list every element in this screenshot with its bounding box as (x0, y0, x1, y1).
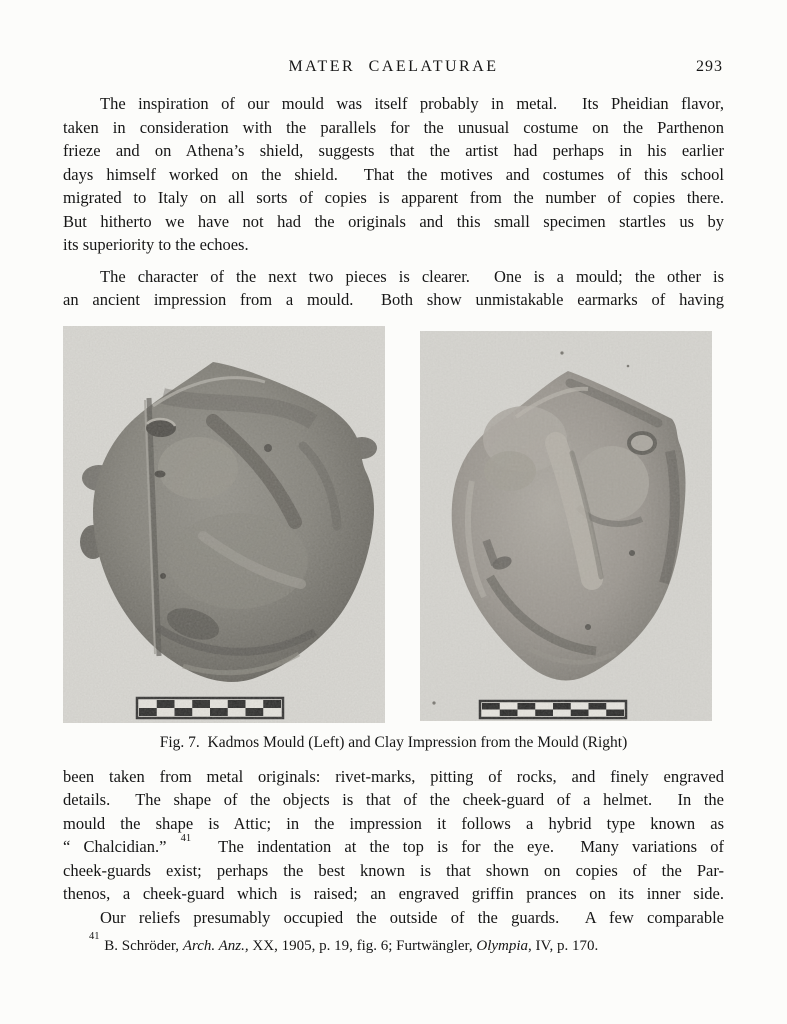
text-line: The inspiration of our mould was itself probably in metal. Its Pheidian flavor, (100, 94, 724, 113)
scale-bar-icon (480, 701, 626, 718)
text-line: cheek-guards exist; perhaps the best known is that shown on copies of the Par- (63, 860, 724, 880)
text-line: frieze and on Athena’s shield, suggests that the artist had perhaps in his earlier (63, 141, 724, 160)
text-line: migrated to Italy on all sorts of copies is apparent from the number of copies there. (63, 188, 724, 207)
text-line: details. The shape of the objects is that of the cheek-guard of a helmet. In the (63, 790, 724, 809)
text-line: an ancient impression from a mould. Both show unmistakable earmarks of having (63, 290, 724, 309)
paragraph-1 (63, 92, 724, 257)
page-number: 293 (696, 58, 723, 75)
text-line: been taken from metal originals: rivet-marks, pitting of rocks, and finely engraved (63, 766, 724, 786)
text-line: Our reliefs presumably occupied the outside of the guards. A few comparable (100, 907, 724, 927)
text-line: mould the shape is Attic; in the impression it follows a hybrid type known as (63, 813, 724, 833)
text-line: taken in consideration with the parallels for the unusual costume on the Parthenon (63, 117, 724, 137)
figure-photos (63, 326, 724, 723)
text-line: days himself worked on the shield. That the motives and costumes of this school (63, 164, 724, 184)
paragraph-4 (63, 906, 724, 930)
clay-impression-photo (420, 331, 712, 721)
text-line: But hitherto we have not had the originals and this small specimen startles us by (63, 211, 724, 231)
text-line: The character of the next two pieces is clearer. One is a mould; the other is (100, 266, 724, 286)
scale-bar-icon (137, 698, 283, 718)
text-line: thenos, a cheek-guard which is raised; an engraved griffin prances on its inner side. (63, 884, 724, 903)
paragraph-2 (63, 265, 724, 312)
running-head (63, 58, 724, 80)
footnote-41 (63, 931, 724, 956)
text-line: its superiority to the echoes. (63, 235, 249, 254)
running-head-title: MATER CAELATURAE (288, 58, 499, 75)
text-line: $^{41}$ B. Schröder, Arch. Anz., XX, 1905, p. 19, fig. 6; Furtwängler, Olympia, IV, p. 170. (89, 931, 599, 954)
kadmos-mould-photo (63, 326, 385, 723)
figure-7 (63, 326, 724, 752)
paragraph-3 (63, 765, 724, 906)
text-line: “ Chalcidian.” $^{41}$ The indentation at the top is for the eye. Many variations of (63, 832, 724, 856)
figure-caption: Fig. 7. Kadmos Mould (Left) and Clay Impression from the Mould (Right) (159, 733, 628, 751)
